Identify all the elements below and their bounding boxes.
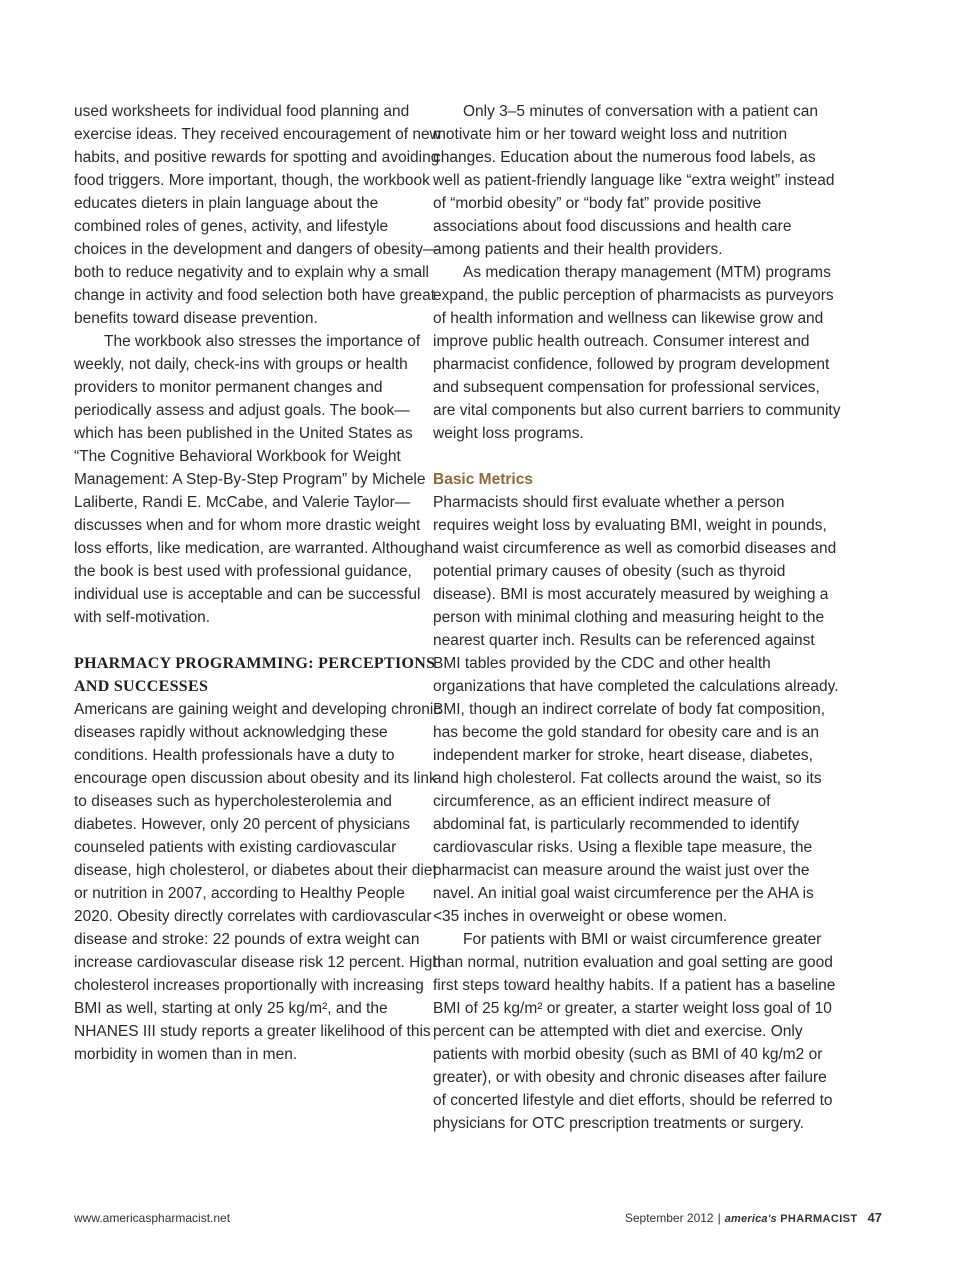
left-paragraph-1: used worksheets for individual food planning and exercise ideas. They received encouragement of new habits, and positive rewards for spotting and avoiding food triggers. More important, though, the workbook educates dieters in plain language about the combined roles of genes, activity, and lifestyle choices in the development and dangers of obesity—both to reduce negativity and to explain why a small change in activity and food selection both have great benefits toward disease prevention. [74,103,441,327]
right-paragraph-4: For patients with BMI or waist circumference greater than normal, nutrition evaluation and goal setting are good first steps toward healthy habits. If a patient has a baseline BMI of 25 kg/m² or greater, a starter weight loss goal of 10 percent can be attempted with diet and exercise. Only patients with morbid obesity (such as BMI of 40 kg/m2 or greater), or with obesity and chronic diseases after failure of concerted lifestyle and diet efforts, should be referred to physicians for OTC prescription treatments or surgery. [433,931,836,1132]
footer-separator: | [717,1211,721,1225]
spacer [433,445,843,468]
footer-brand-prefix: america's [724,1213,777,1225]
left-paragraph-3: Americans are gaining weight and developing chronic diseases rapidly without acknowledging these conditions. Health professionals have a duty to encourage open discussion about obesity and its link to diseases such as hypercholesterolemia and diabetes. However, only 20 percent of physicians counseled patients with existing cardiovascular disease, high cholesterol, or diabetes about their diet or nutrition in 2007, according to Healthy People 2020. Obesity directly correlates with cardiovascular disease and stroke: 22 pounds of extra weight can increase cardiovascular disease risk 12 percent. High cholesterol increases proportionally with increasing BMI as well, starting at only 25 kg/m², and the NHANES III study reports a greater likelihood of this morbidity in women than in men. [74,701,442,1063]
footer-right [625,1210,882,1225]
footer-brand-name: PHARMACIST [780,1213,858,1225]
section-heading-basic-metrics: Basic Metrics [433,471,533,488]
footer-url: www.americaspharmacist.net [74,1211,231,1225]
left-paragraph-2: The workbook also stresses the importance of weekly, not daily, check-ins with groups or health providers to monitor permanent changes and periodically assess and adjust goals. The book—which has been published in the United States as “The Cognitive Behavioral Workbook for Weight Management: A Step-By-Step Program” by Michele Laliberte, Randi E. McCabe, and Valerie Taylor—discusses when and for whom more drastic weight loss efforts, like medication, are warranted. Although the book is best used with professional guidance, individual use is acceptable and can be successful with self-motivation. [74,333,433,626]
right-paragraph-2: As medication therapy management (MTM) programs expand, the public perception of pharmacists as purveyors of health information and wellness can likewise grow and improve public health outreach. Consumer interest and pharmacist confidence, followed by program development and subsequent compensation for professional services, are vital components but also current barriers to community weight loss programs. [433,264,841,442]
right-paragraph-3: Pharmacists should first evaluate whether a person requires weight loss by evaluating BMI, weight in pounds, and waist circumference as well as comorbid diseases and potential primary causes of obesity (such as thyroid disease). BMI is most accurately measured by weighing a person with minimal clothing and measuring height to the nearest quarter inch. Results can be referenced against BMI tables provided by the CDC and other health organizations that have completed the calculations already. BMI, though an indirect correlate of body fat composition, has become the gold standard for obesity care and is an independent marker for stroke, heart disease, diabetes, and high cholesterol. Fat collects around the waist, so its circumference, as an efficient indirect measure of abdominal fat, is particularly recommended to identify cardiovascular risks. Using a flexible tape measure, the pharmacist can measure around the waist just over the navel. An initial goal waist circumference per the AHA is <35 inches in overweight or obese women. [433,494,839,925]
footer-date: September 2012 [624,1211,714,1225]
section-heading-pharmacy-programming: PHARMACY PROGRAMMING: PERCEPTIONS AND SUCCESSES [74,655,436,695]
right-column [433,100,843,1135]
left-column [74,100,442,1066]
right-paragraph-1: Only 3–5 minutes of conversation with a patient can motivate him or her toward weight loss and nutrition changes. Education about the numerous food labels, as well as patient-friendly language like “extra weight” instead of “morbid obesity” or “body fat” provide positive associations about food discussions and health care among patients and their health providers. [433,103,835,258]
page-footer [74,1208,882,1228]
page-number: 47 [867,1210,882,1225]
spacer [74,629,442,652]
